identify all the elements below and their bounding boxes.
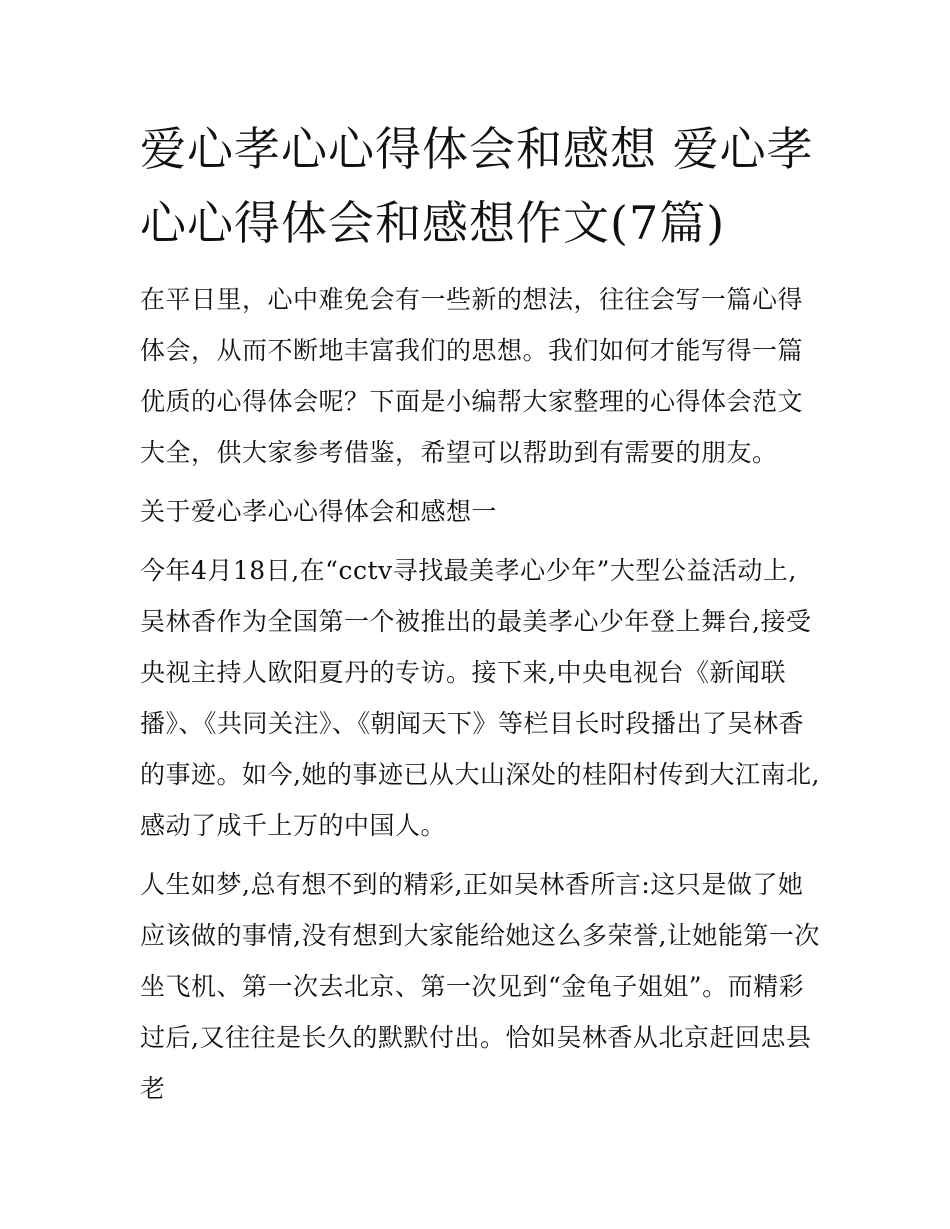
document-title: 爱心孝心心得体会和感想 爱心孝心心得体会和感想作文(7篇) <box>140 122 814 250</box>
body-paragraph: 今年4月18日,在“cctv寻找最美孝心少年”大型公益活动上,吴林香作为全国第一个被推出的最美孝心少年登上舞台,接受央视主持人欧阳夏丹的专访。接下来,中央电视台《新闻联播》、《共同关注》、《朝闻天下》等栏目长时段播出了吴林香的事迹。如今,她的事迹已从大山深处的桂阳村传到大江南北,感动了成千上万的中国人。 <box>140 556 820 840</box>
section-heading: 关于爱心孝心心得体会和感想一 <box>140 497 498 526</box>
body-paragraph: 人生如梦,总有想不到的精彩,正如吴林香所言:这只是做了她应该做的事情,没有想到大家能给她这么多荣誉,让她能第一次坐飞机、第一次去北京、第一次见到“金龟子姐姐”。而精彩过后,又往往是长久的默默付出。恰如吴林香从北京赶回忠县老 <box>140 870 820 1103</box>
intro-paragraph: 在平日里，心中难免会有一些新的想法，往往会写一篇心得体会，从而不断地丰富我们的思想。我们如何才能写得一篇优质的心得体会呢？下面是小编帮大家整理的心得体会范文大全，供大家参考借鉴，希望可以帮助到有需要的朋友。 <box>140 285 804 467</box>
document-body <box>140 112 820 1122</box>
